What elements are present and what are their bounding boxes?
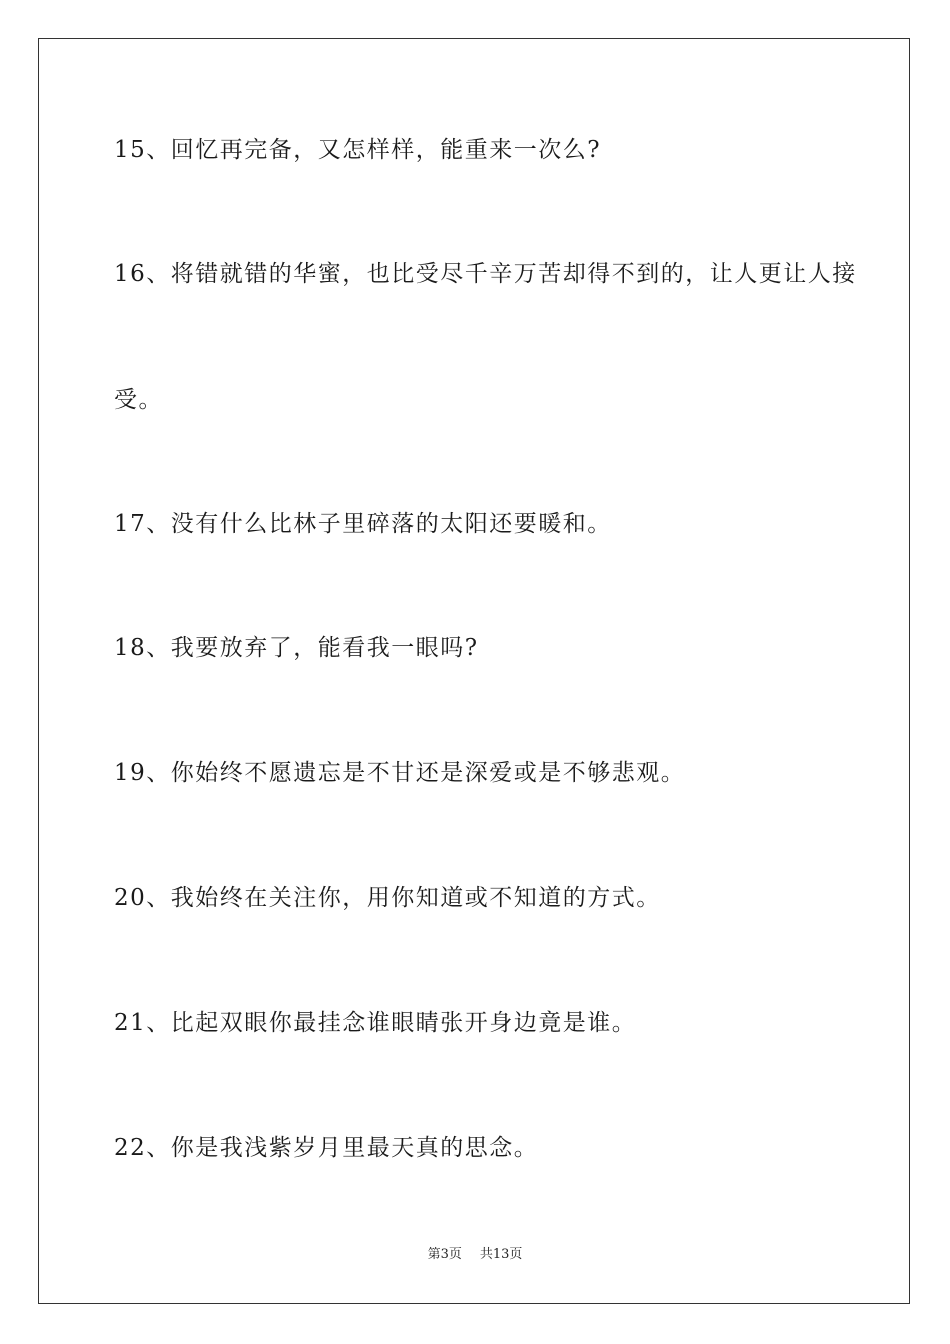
text-line-21: 21、比起双眼你最挂念谁眼睛张开身边竟是谁。 [114, 1010, 637, 1036]
text-line-16-continued: 受。 [114, 387, 163, 413]
text-line-18: 18、我要放弃了，能看我一眼吗? [114, 635, 479, 661]
text-line-17: 17、没有什么比林子里碎落的太阳还要暖和。 [114, 511, 612, 537]
page-number: 第3页 [427, 1247, 462, 1262]
page-total: 共13页 [479, 1247, 523, 1262]
text-line-20: 20、我始终在关注你，用你知道或不知道的方式。 [114, 885, 661, 911]
page-footer [0, 1246, 950, 1264]
text-line-19: 19、你始终不愿遗忘是不甘还是深爱或是不够悲观。 [114, 760, 686, 786]
text-line-22: 22、你是我浅紫岁月里最天真的思念。 [114, 1135, 539, 1161]
text-line-15: 15、回忆再完备，又怎样样，能重来一次么? [114, 137, 602, 163]
page-border [38, 38, 910, 1304]
text-line-16: 16、将错就错的华蜜，也比受尽千辛万苦却得不到的，让人更让人接 [114, 261, 857, 287]
